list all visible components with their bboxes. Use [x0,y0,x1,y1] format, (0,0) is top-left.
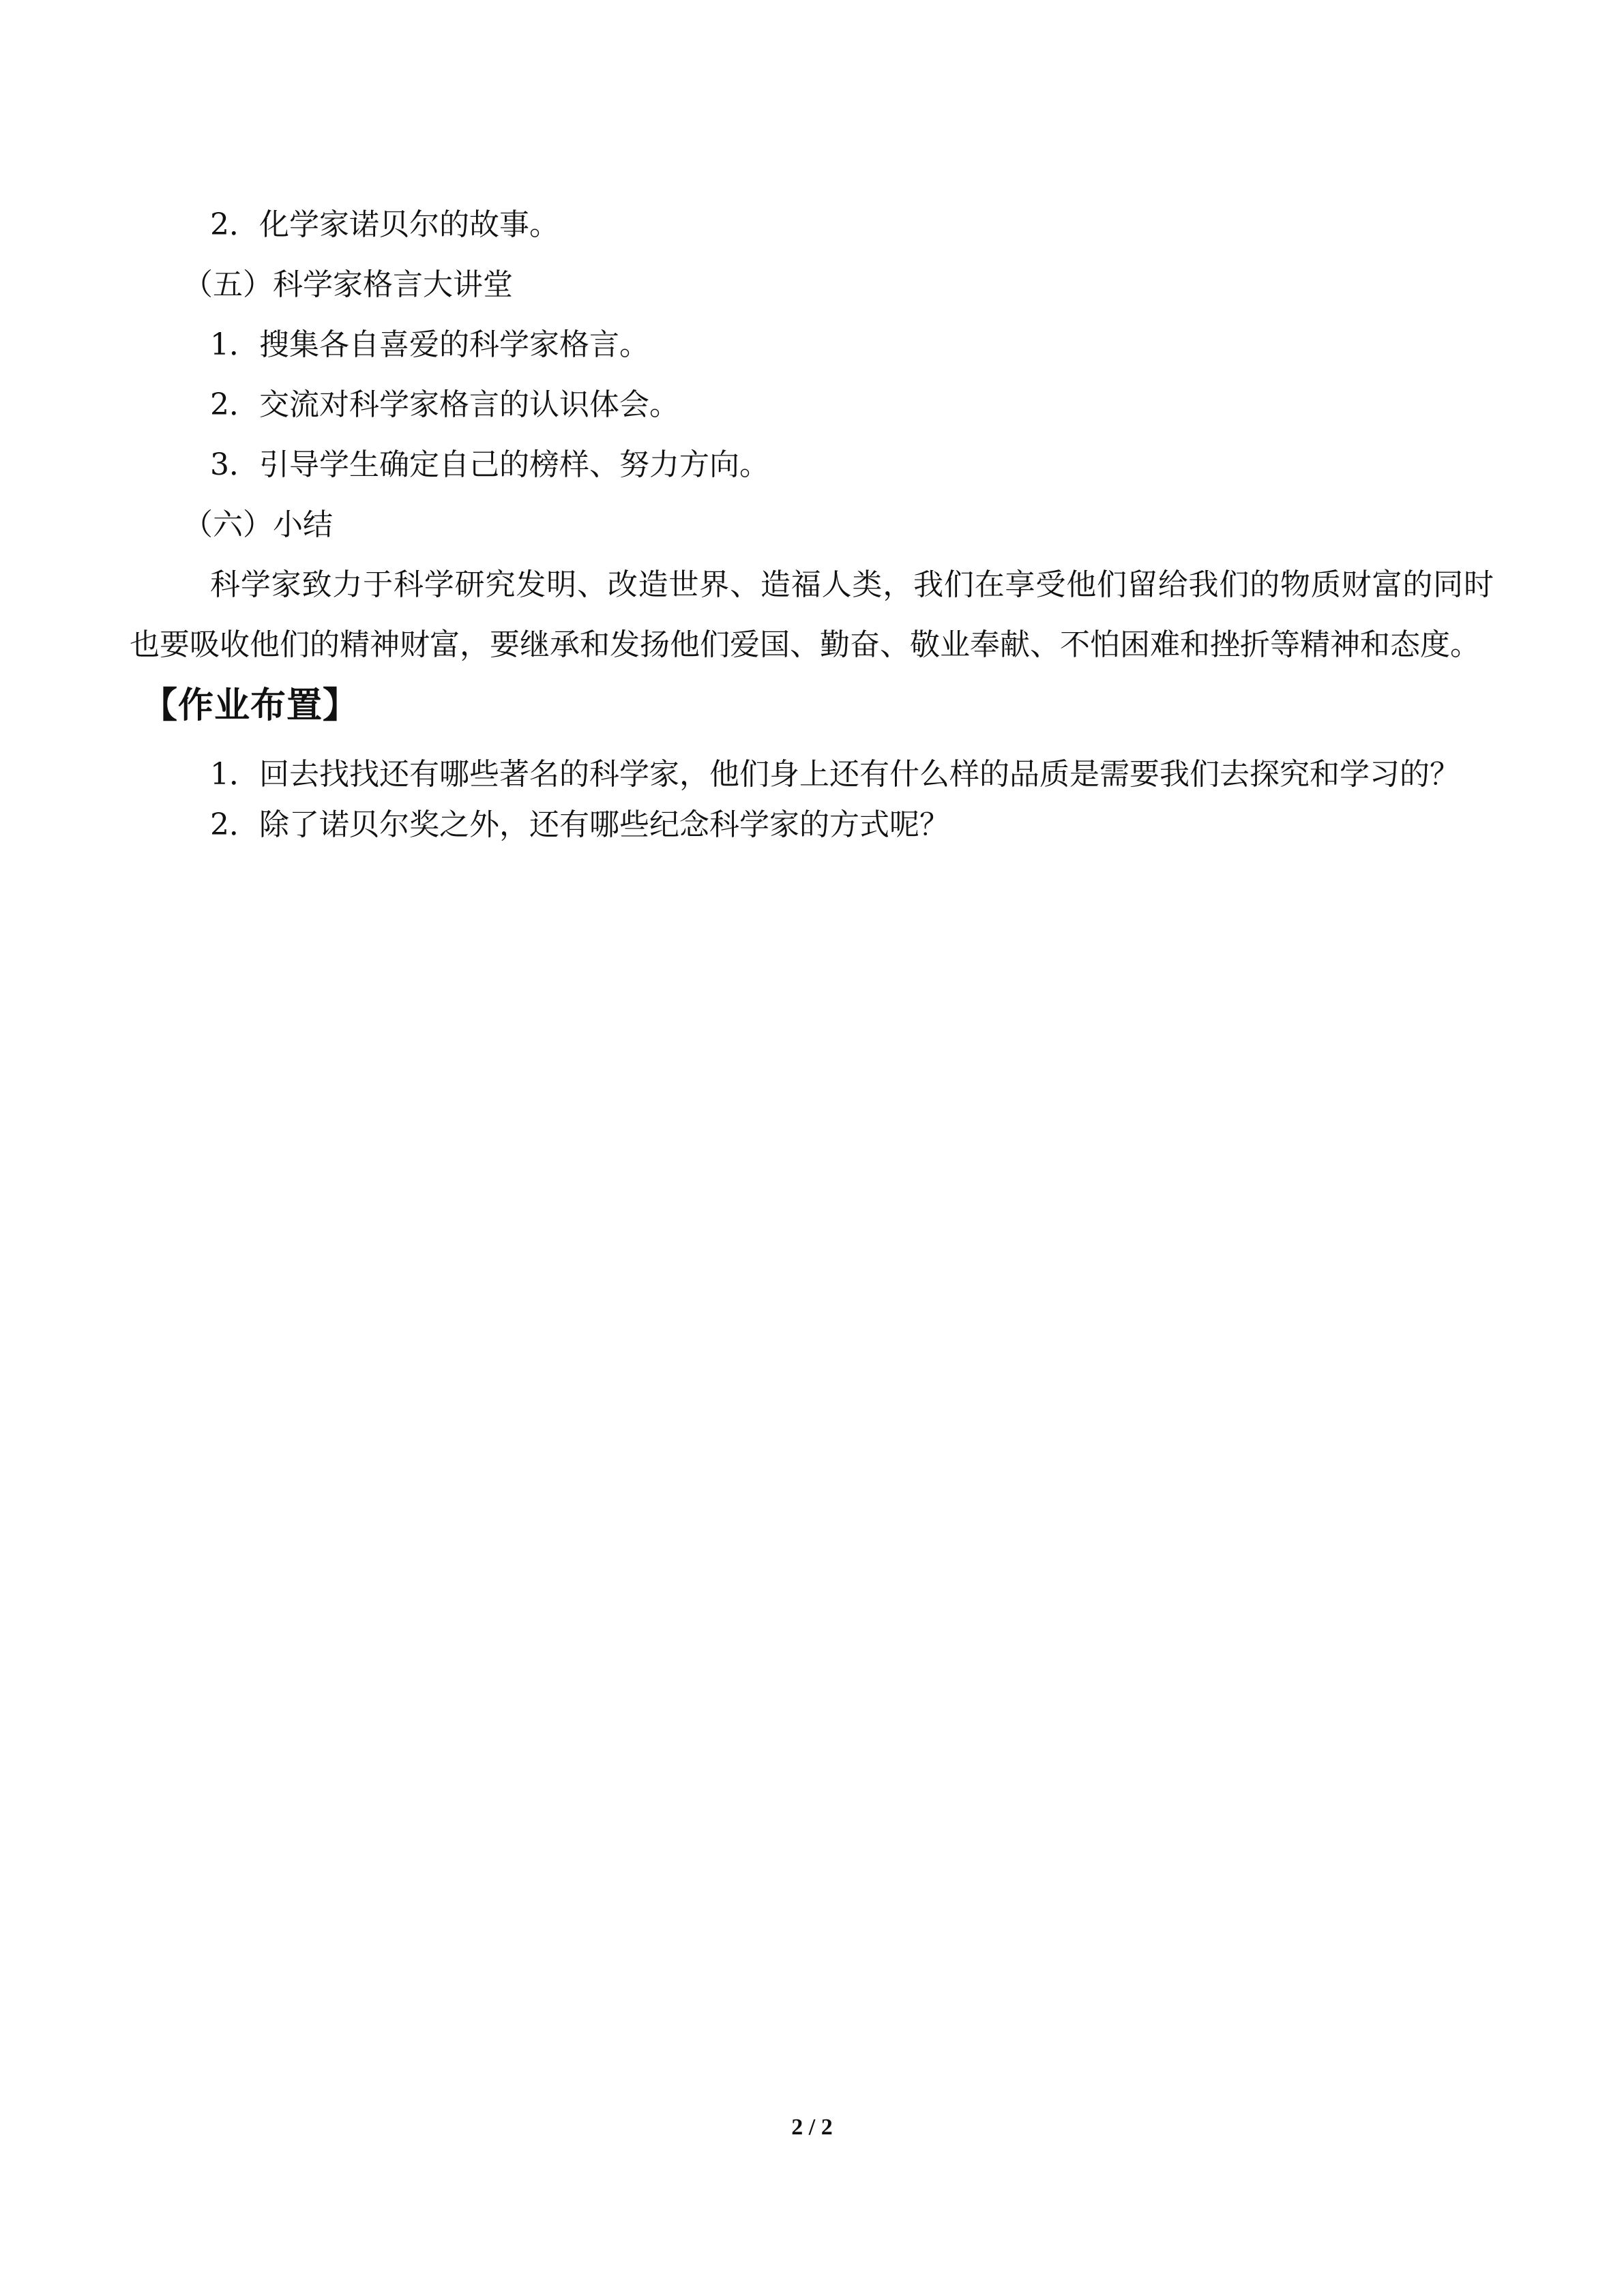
story-item-2: 2．化学家诺贝尔的故事。 [210,207,559,242]
section-5-heading: （五）科学家格言大讲堂 [183,267,513,302]
page-content [130,205,1501,855]
section-5-item-3: 3．引导学生确定自己的榜样、努力方向。 [210,447,769,482]
section-5-item-2: 2．交流对科学家格言的认识体会。 [210,387,679,422]
summary-paragraph: 科学家致力于科学研究发明、改造世界、造福人类，我们在享受他们留给我们的物质财富的同时也要吸收他们的精神财富，要继承和发扬他们爱国、勤奋、敬业奉献、不怕困难和挫折等精神和态度。 [130,567,1494,662]
section-6-heading: （六）小结 [183,507,333,542]
homework-item-2: 2．除了诺贝尔奖之外，还有哪些纪念科学家的方式呢？ [210,807,949,842]
section-5-item-1: 1．搜集各自喜爱的科学家格言。 [210,327,649,362]
page-number: 2 / 2 [791,2115,833,2140]
homework-heading: 【作业布置】 [142,685,359,726]
homework-item-1: 1．回去找找还有哪些著名的科学家，他们身上还有什么样的品质是需要我们去探究和学习的？ [210,757,1460,792]
